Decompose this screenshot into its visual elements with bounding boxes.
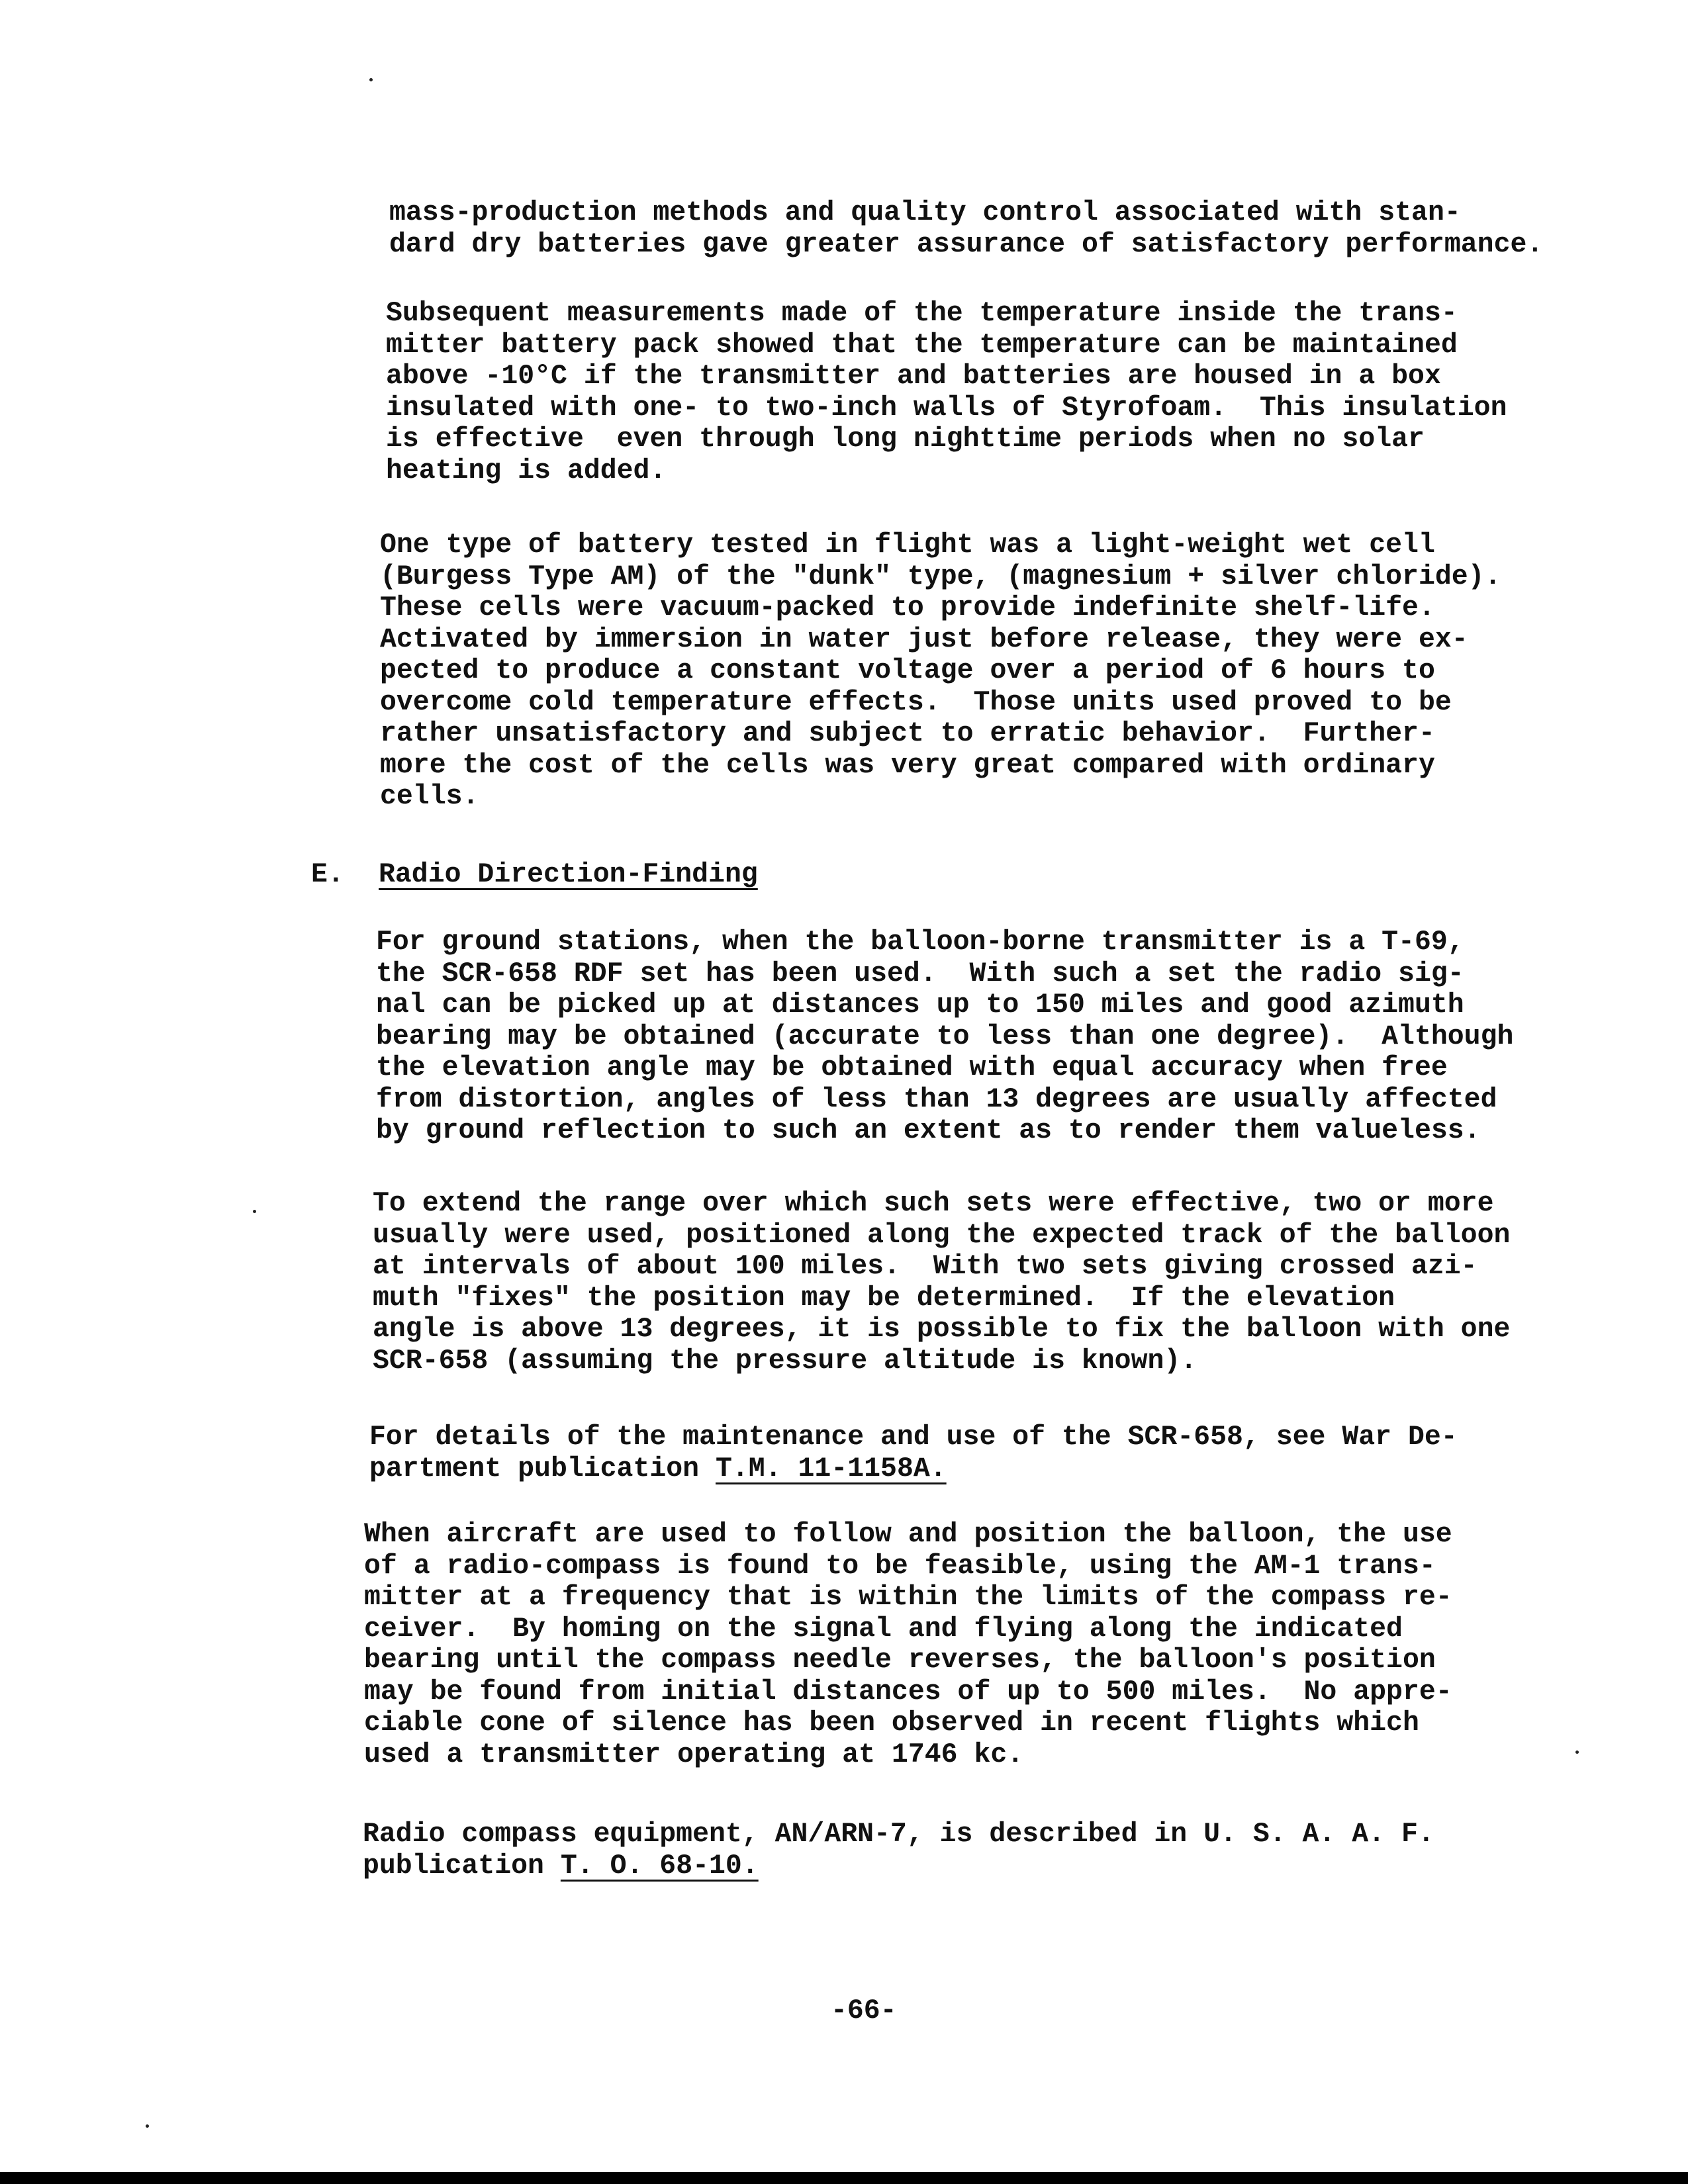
section-title: Radio Direction-Finding	[379, 859, 758, 890]
reference-publication: T.M. 11-1158A.	[716, 1453, 947, 1484]
paragraph-battery-production: mass-production methods and quality control associated with stan- dard dry batteries gave greater assurance of satisfactory performance.	[389, 197, 1544, 260]
paragraph-maintenance-reference	[369, 1422, 1458, 1484]
scan-speck	[253, 1210, 256, 1213]
paragraph-wet-cell-battery: One type of battery tested in flight was a light-weight wet cell (Burgess Type AM) of the "dunk" type, (magnesium + silver chloride). These cells were vacuum-packed to provide indefinite shelf-life. Activated by immersion in water just before release, they were ex- pected to produce a constant voltage over a period of 6 hours to overcome cold temperature effects. Those units used proved to be rather unsatisfactory and subject to erratic behavior. Further- more the cost of the cells was very great compared with ordinary cells.	[380, 529, 1501, 812]
paragraph-ground-stations: For ground stations, when the balloon-borne transmitter is a T-69, the SCR-658 RDF set has been used. With such a set the radio sig- nal can be picked up at distances up to 150 miles and good azimuth bearing may be obtained (accurate to less than one degree). Although the elevation angle may be obtained with equal accuracy when free from distortion, angles of less than 13 degrees are usually affected by ground reflection to such an extent as to render them valueless.	[376, 927, 1514, 1146]
paragraph-compass-equipment-reference	[363, 1819, 1434, 1882]
page-number: -66-	[831, 1995, 897, 2026]
paragraph-range-extension: To extend the range over which such sets were effective, two or more usually were used, positioned along the expected track of the balloon at intervals of about 100 miles. With two sets giving crossed azi- muth "fixes" the position may be determined. If the elevation angle is above 13 degrees, it is possible to fix the balloon with one SCR-658 (assuming the pressure altitude is known).	[373, 1188, 1511, 1377]
reference-text: For details of the maintenance and use of the SCR-658, see War De- partment publication	[369, 1422, 1458, 1484]
scan-speck	[369, 78, 373, 81]
scan-speck	[1575, 1751, 1579, 1754]
paragraph-aircraft-radio-compass: When aircraft are used to follow and position the balloon, the use of a radio-compass is found to be feasible, using the AM-1 trans- mitter at a frequency that is within the limits of the compass re- ceiver. By homing on the signal and flying along the indicated bearing until the compass needle reverses, the balloon's position may be found from initial distances of up to 500 miles. No appre- ciable cone of silence has been observed in recent flights which used a transmitter operating at 1746 kc.	[364, 1519, 1452, 1770]
paragraph-temperature-measurements: Subsequent measurements made of the temperature inside the trans- mitter battery pack showed that the temperature can be maintained above -10°C if the transmitter and batteries are housed in a box insulated with one- to two-inch walls of Styrofoam. This insulation is effective even through long nighttime periods when no solar heating is added.	[386, 298, 1507, 486]
scan-speck	[146, 2124, 149, 2128]
scan-border	[0, 2172, 1688, 2184]
section-letter: E.	[311, 859, 344, 890]
reference-text: Radio compass equipment, AN/ARN-7, is described in U. S. A. A. F. publication	[363, 1819, 1434, 1882]
reference-publication: T. O. 68-10.	[560, 1850, 759, 1882]
